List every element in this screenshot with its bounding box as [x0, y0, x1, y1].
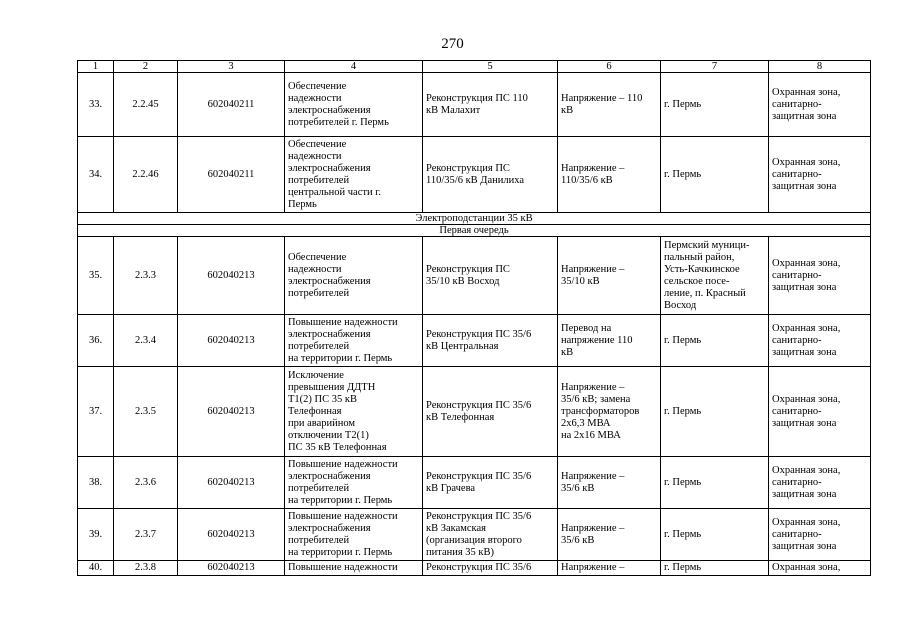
cell-location: г. Пермь [661, 73, 769, 137]
cell-section-code: 2.3.4 [114, 315, 178, 367]
cell-location: г. Пермь [661, 457, 769, 509]
cell-row-number: 34. [78, 137, 114, 213]
cell-purpose: Исключение превышения ДДТН Т1(2) ПС 35 кВ Телефонная при аварийном отключении Т2(1) ПС 35 кВ Телефонная [285, 367, 423, 457]
cell-object-name: Реконструкция ПС 110/35/6 кВ Данилиха [423, 137, 558, 213]
column-header-2: 2 [114, 61, 178, 73]
cell-zone-type: Охранная зона, санитарно- защитная зона [769, 367, 871, 457]
cell-row-number: 36. [78, 315, 114, 367]
cell-row-number: 37. [78, 367, 114, 457]
table-row [78, 457, 871, 509]
cell-zone-type: Охранная зона, санитарно- защитная зона [769, 137, 871, 213]
cell-section-code: 2.3.5 [114, 367, 178, 457]
section-row [78, 213, 871, 225]
cell-characteristics: Перевод на напряжение 110 кВ [558, 315, 661, 367]
cell-characteristics: Напряжение – [558, 561, 661, 576]
cell-object-name: Реконструкция ПС 35/6 кВ Центральная [423, 315, 558, 367]
cell-object-code: 602040213 [178, 509, 285, 561]
cell-object-code: 602040213 [178, 237, 285, 315]
cell-object-name: Реконструкция ПС 35/6 кВ Грачева [423, 457, 558, 509]
table-body [78, 73, 871, 576]
column-header-4: 4 [285, 61, 423, 73]
cell-object-code: 602040213 [178, 367, 285, 457]
page-number: 270 [441, 36, 464, 52]
cell-zone-type: Охранная зона, санитарно- защитная зона [769, 237, 871, 315]
cell-characteristics: Напряжение – 110 кВ [558, 73, 661, 137]
section-title: Первая очередь [78, 225, 871, 237]
cell-purpose: Повышение надежности электроснабжения потребителей на территории г. Пермь [285, 509, 423, 561]
cell-purpose: Повышение надежности электроснабжения потребителей на территории г. Пермь [285, 457, 423, 509]
cell-section-code: 2.3.8 [114, 561, 178, 576]
cell-purpose: Повышение надежности [285, 561, 423, 576]
cell-location: Пермский муници- пальный район, Усть-Качкинское сельское посе- ление, п. Красный Восход [661, 237, 769, 315]
cell-location: г. Пермь [661, 509, 769, 561]
cell-object-name: Реконструкция ПС 35/6 кВ Телефонная [423, 367, 558, 457]
column-header-5: 5 [423, 61, 558, 73]
table-row [78, 73, 871, 137]
section-title: Электроподстанции 35 кВ [78, 213, 871, 225]
cell-purpose: Обеспечение надежности электроснабжения потребителей [285, 237, 423, 315]
column-header-3: 3 [178, 61, 285, 73]
cell-purpose: Повышение надежности электроснабжения потребителей на территории г. Пермь [285, 315, 423, 367]
table-row [78, 137, 871, 213]
cell-object-name: Реконструкция ПС 35/6 кВ Закамская (организация второго питания 35 кВ) [423, 509, 558, 561]
cell-object-name: Реконструкция ПС 35/10 кВ Восход [423, 237, 558, 315]
column-header-1: 1 [78, 61, 114, 73]
cell-section-code: 2.3.7 [114, 509, 178, 561]
cell-zone-type: Охранная зона, санитарно- защитная зона [769, 457, 871, 509]
column-header-7: 7 [661, 61, 769, 73]
cell-row-number: 33. [78, 73, 114, 137]
column-header-6: 6 [558, 61, 661, 73]
cell-object-name: Реконструкция ПС 110 кВ Малахит [423, 73, 558, 137]
section-row [78, 225, 871, 237]
table-row [78, 509, 871, 561]
cell-characteristics: Напряжение – 35/6 кВ [558, 457, 661, 509]
cell-section-code: 2.2.46 [114, 137, 178, 213]
cell-zone-type: Охранная зона, [769, 561, 871, 576]
cell-zone-type: Охранная зона, санитарно- защитная зона [769, 509, 871, 561]
cell-location: г. Пермь [661, 367, 769, 457]
cell-characteristics: Напряжение – 35/10 кВ [558, 237, 661, 315]
cell-zone-type: Охранная зона, санитарно- защитная зона [769, 315, 871, 367]
data-table [77, 60, 871, 576]
cell-object-code: 602040211 [178, 137, 285, 213]
table-row [78, 367, 871, 457]
cell-object-code: 602040211 [178, 73, 285, 137]
cell-section-code: 2.3.6 [114, 457, 178, 509]
cell-row-number: 40. [78, 561, 114, 576]
cell-zone-type: Охранная зона, санитарно- защитная зона [769, 73, 871, 137]
cell-characteristics: Напряжение – 35/6 кВ [558, 509, 661, 561]
cell-object-code: 602040213 [178, 315, 285, 367]
cell-object-name: Реконструкция ПС 35/6 [423, 561, 558, 576]
cell-characteristics: Напряжение – 35/6 кВ; замена трансформаторов 2х6,3 МВА на 2х16 МВА [558, 367, 661, 457]
cell-location: г. Пермь [661, 137, 769, 213]
cell-row-number: 39. [78, 509, 114, 561]
cell-location: г. Пермь [661, 315, 769, 367]
cell-row-number: 38. [78, 457, 114, 509]
cell-row-number: 35. [78, 237, 114, 315]
cell-section-code: 2.2.45 [114, 73, 178, 137]
cell-purpose: Обеспечение надежности электроснабжения потребителей центральной части г. Пермь [285, 137, 423, 213]
table-row [78, 561, 871, 576]
column-header-8: 8 [769, 61, 871, 73]
cell-characteristics: Напряжение – 110/35/6 кВ [558, 137, 661, 213]
table-row [78, 237, 871, 315]
cell-object-code: 602040213 [178, 561, 285, 576]
cell-section-code: 2.3.3 [114, 237, 178, 315]
table-header-row [78, 61, 871, 73]
cell-object-code: 602040213 [178, 457, 285, 509]
cell-location: г. Пермь [661, 561, 769, 576]
table-row [78, 315, 871, 367]
cell-purpose: Обеспечение надежности электроснабжения потребителей г. Пермь [285, 73, 423, 137]
